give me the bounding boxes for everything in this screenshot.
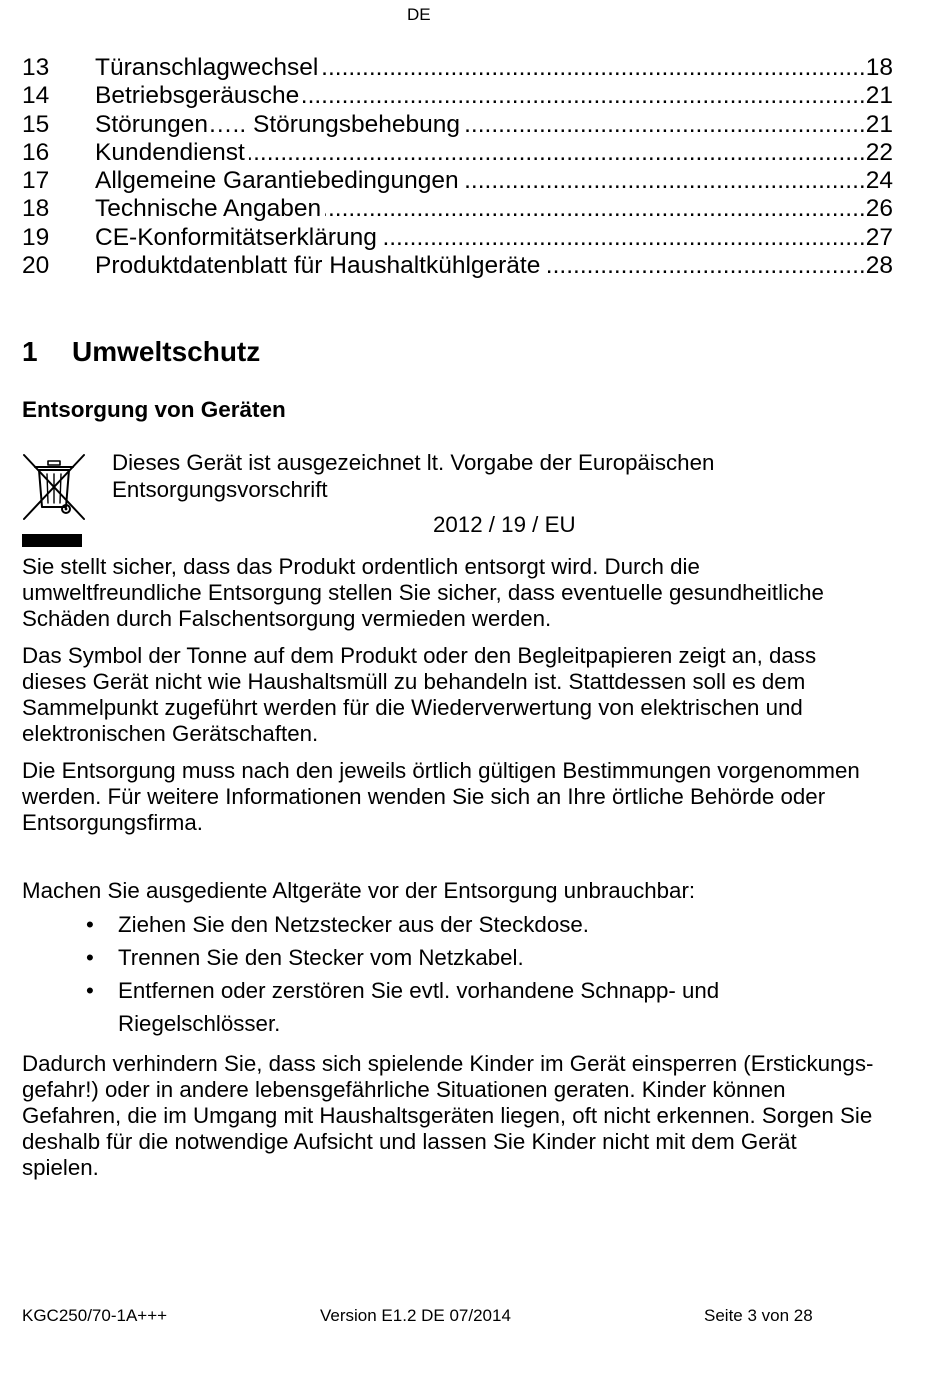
list-item-text: Riegelschlösser. (118, 1010, 281, 1036)
toc-entry (22, 252, 893, 280)
toc-dot-leader (544, 252, 865, 280)
weee-marking-bar (22, 534, 82, 547)
toc-entry-number: 18 (22, 195, 50, 223)
section-title: Umweltschutz (72, 336, 261, 367)
paragraph-line: umweltfreundliche Entsorgung stellen Sie sicher, dass eventuelle gesundheitliche (22, 580, 824, 605)
list-item (0, 974, 950, 1007)
toc-dot-leader (463, 167, 866, 195)
list-item-text: Trennen Sie den Stecker vom Netzkabel. (118, 944, 524, 970)
paragraph-line: Die Entsorgung muss nach den jeweils örtlich gültigen Bestimmungen vorgenommen (22, 758, 860, 783)
toc-entry-number: 20 (22, 252, 50, 280)
toc-entry-page: 21 (865, 82, 893, 110)
language-header: DE (407, 5, 431, 24)
toc-entry-page: 22 (865, 138, 893, 166)
paragraph-line: spielen. (22, 1155, 99, 1180)
paragraph-line: Sammelpunkt zugeführt werden für die Wiederverwertung von elektrischen und (22, 695, 803, 720)
paragraph-line: deshalb für die notwendige Aufsicht und lassen Sie Kinder nicht mit dem Gerät (22, 1129, 797, 1154)
paragraph (22, 643, 816, 747)
toc-entry-number: 16 (22, 138, 50, 166)
paragraph (22, 758, 860, 836)
toc-entry-page: 24 (865, 167, 893, 195)
toc-entry (22, 139, 893, 167)
toc-dot-leader (303, 82, 865, 110)
paragraph-line: Entsorgungsfirma. (22, 810, 203, 835)
toc-entry (22, 111, 893, 139)
paragraph-line: dieses Gerät nicht wie Haushaltsmüll zu behandeln ist. Stattdessen soll es dem (22, 669, 806, 694)
toc-entry-title: Technische Angaben (95, 195, 322, 223)
toc-entry-page: 21 (865, 110, 893, 138)
toc-entry-number: 17 (22, 167, 50, 195)
list-item-continuation (0, 1007, 950, 1040)
toc-entry-title: Allgemeine Garantiebedingungen (95, 167, 459, 195)
bullet-marker: • (86, 944, 94, 970)
list-intro (22, 878, 695, 904)
toc-dot-leader (381, 224, 866, 252)
list-item (0, 908, 950, 941)
footer-page-number: Seite 3 von 28 (704, 1306, 813, 1325)
list-item-text: Entfernen oder zerstören Sie evtl. vorhandene Schnapp- und (118, 977, 720, 1003)
crossed-out-wheelie-bin-icon (22, 452, 86, 522)
toc-entry-title: Kundendienst (95, 138, 245, 166)
toc-entry-title: CE-Konformitätserklärung (95, 223, 377, 251)
section-number: 1 (22, 336, 38, 367)
paragraph-line: werden. Für weitere Informationen wenden Sie sich an Ihre örtliche Behörde oder (22, 784, 826, 809)
toc-dot-leader (322, 54, 865, 82)
toc-entry (22, 54, 893, 82)
paragraph-line: Machen Sie ausgediente Altgeräte vor der Entsorgung unbrauchbar: (22, 878, 696, 903)
toc-entry-title: Produktdatenblatt für Haushaltkühlgeräte (95, 252, 541, 280)
toc-dot-leader (464, 111, 866, 139)
paragraph-line: Das Symbol der Tonne auf dem Produkt oder den Begleitpapieren zeigt an, dass (22, 643, 817, 668)
paragraph-line: Gefahren, die im Umgang mit Haushaltsgeräten liegen, oft nicht erkennen. Sorgen Sie (22, 1103, 873, 1128)
toc-entry-number: 14 (22, 82, 50, 110)
paragraph-line: Dadurch verhindern Sie, dass sich spielende Kinder im Gerät einsperren (Erstickungs- (22, 1051, 874, 1076)
footer-model: KGC250/70-1A+++ (22, 1306, 168, 1325)
weee-notice-line: Dieses Gerät ist ausgezeichnet lt. Vorgabe der Europäischen (112, 450, 715, 475)
toc-entry-page: 18 (865, 54, 893, 81)
weee-notice (112, 449, 714, 503)
paragraph-line: elektronischen Gerätschaften. (22, 721, 319, 746)
footer-version: Version E1.2 DE 07/2014 (320, 1306, 511, 1325)
toc-entry-page: 27 (865, 223, 893, 251)
toc-entry-number: 13 (22, 54, 50, 81)
paragraph-line: gefahr!) oder in andere lebensgefährliche Situationen geraten. Kinder können (22, 1077, 786, 1102)
paragraph-line: Sie stellt sicher, dass das Produkt ordentlich entsorgt wird. Durch die (22, 554, 700, 579)
list-item (0, 941, 950, 974)
toc-entry-title: Störungen….. Störungsbehebung (95, 110, 461, 138)
toc-entry-title: Türanschlagwechsel (95, 54, 319, 81)
toc-dot-leader (249, 139, 866, 167)
subsection-heading: Entsorgung von Geräten (22, 397, 286, 422)
toc-entry-number: 19 (22, 223, 50, 251)
weee-notice-line: Entsorgungsvorschrift (112, 477, 328, 502)
toc-entry (22, 195, 893, 223)
toc-entry (22, 82, 893, 110)
toc-entry-title: Betriebsgeräusche (95, 82, 300, 110)
toc-entry-page: 26 (865, 195, 893, 223)
directive-number: 2012 / 19 / EU (433, 512, 576, 537)
table-of-contents (22, 54, 893, 280)
toc-entry (22, 224, 893, 252)
section-heading (22, 335, 422, 369)
toc-entry-number: 15 (22, 110, 50, 138)
paragraph (22, 1051, 873, 1181)
paragraph (22, 554, 824, 632)
toc-entry (22, 167, 893, 195)
bullet-marker: • (86, 911, 94, 937)
list-item-text: Ziehen Sie den Netzstecker aus der Steckdose. (118, 911, 589, 937)
bullet-list (0, 908, 950, 1040)
paragraph-line: Schäden durch Falschentsorgung vermieden werden. (22, 606, 552, 631)
bullet-marker: • (86, 977, 94, 1003)
toc-entry-page: 28 (865, 252, 893, 280)
toc-dot-leader (325, 195, 866, 223)
